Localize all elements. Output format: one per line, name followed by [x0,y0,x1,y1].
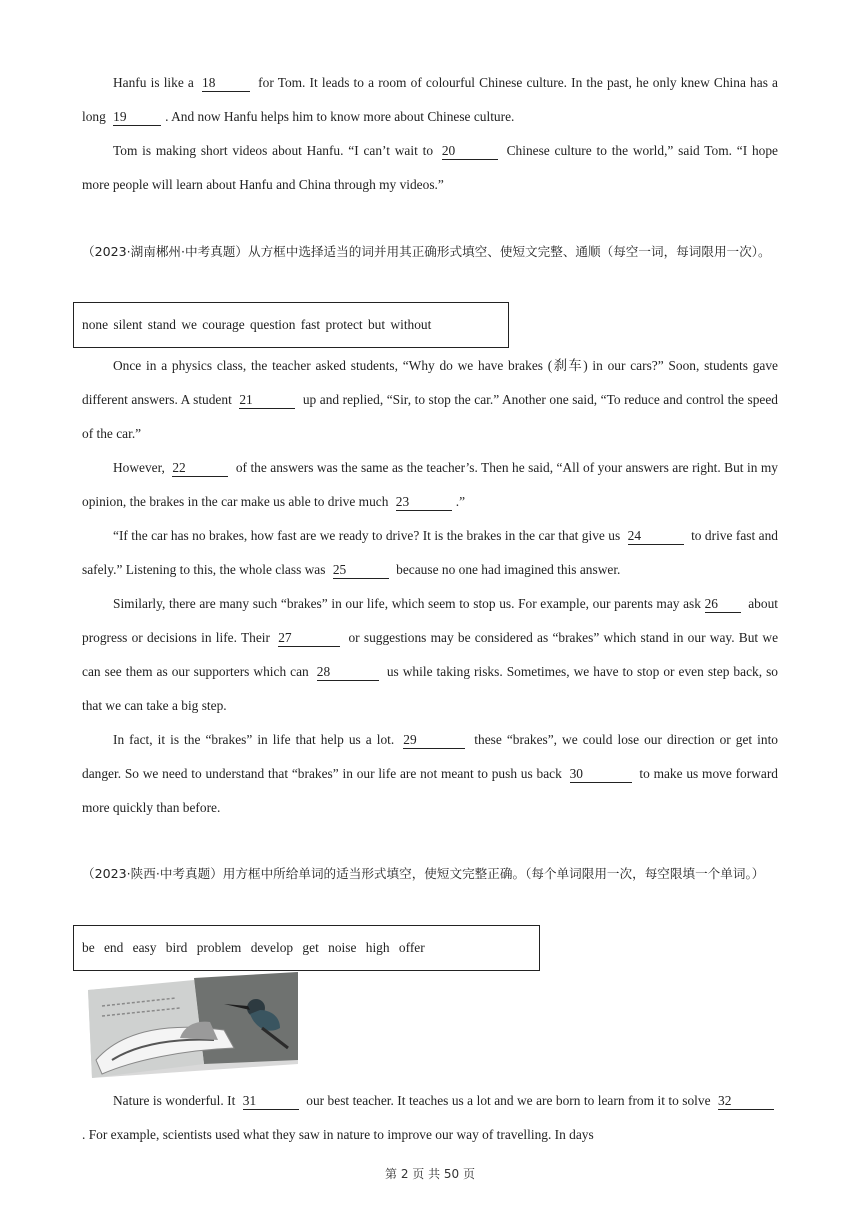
paragraph: “If the car has no brakes, how fast are we ready to drive? It is the brakes in the car that give us 24 to drive fast and safely.” Listening to this, the whole class was 25 because no one had imagined this answer. [82,528,778,577]
blank-27[interactable]: 27 [278,629,340,647]
blank-18[interactable]: 18 [202,74,250,92]
passage-hanfu [82,66,778,202]
blank-25[interactable]: 25 [333,561,389,579]
paragraph: Nature is wonderful. It 31 our best teacher. It teaches us a lot and we are born to learn from it to solve 32. For example, scientists used what they saw in nature to improve our way of travelling. In days [82,1084,778,1152]
paragraph: Tom is making short videos about Hanfu. “I can’t wait to 20 Chinese culture to the world,” said Tom. “I hope more people will learn about Hanfu and China through my videos.” [82,143,778,192]
blank-29[interactable]: 29 [403,731,465,749]
section-instructions-chenzhou: （2023·湖南郴州·中考真题）从方框中选择适当的词并用其正确形式填空、使短文完整、通顺（每空一词，每词限用一次）。 [82,244,771,259]
paragraph: However, 22 of the answers was the same as the teacher’s. Then he said, “All of your answers are right. But in my opinion, the brakes in the car make us able to drive much 23 .” [82,460,778,509]
word-box-chenzhou: none silent stand we courage question fast protect but without [73,302,509,348]
word-box-shaanxi: be end easy bird problem develop get noise high offer [73,925,540,971]
passage-brakes [82,349,778,825]
blank-20[interactable]: 20 [442,142,498,160]
blank-21[interactable]: 21 [239,391,295,409]
passage-nature [82,1084,778,1152]
blank-31[interactable]: 31 [243,1092,299,1110]
blank-24[interactable]: 24 [628,527,684,545]
kingfisher-train-photo [84,968,302,1080]
page-footer: 第 2 页 共 50 页 [385,1167,475,1181]
blank-26[interactable]: 26 [705,595,741,613]
paragraph: Similarly, there are many such “brakes” in our life, which seem to stop us. For example, our parents may ask 26 about progress or decisions in life. Their 27 or suggestions may be considered as “brakes” which stand in our way. But we can see them as our supporters which can 28 us while taking risks. Sometimes, we have to stop or even step back, so that we can take a big step. [82,596,779,713]
blank-22[interactable]: 22 [172,459,228,477]
paragraph: Hanfu is like a 18 for Tom. It leads to a room of colourful Chinese culture. In the past, he only knew China has a long 19 . And now Hanfu helps him to know more about Chinese culture. [82,75,779,124]
paragraph: In fact, it is the “brakes” in life that help us a lot. 29 these “brakes”, we could lose our direction or get into danger. So we need to understand that “brakes” in our life are not meant to push us back 30 to make us move forward more quickly than before. [82,732,778,815]
blank-23[interactable]: 23 [396,493,452,511]
blank-28[interactable]: 28 [317,663,379,681]
blank-32[interactable]: 32 [718,1092,774,1110]
blank-19[interactable]: 19 [113,108,161,126]
section-instructions-shaanxi: （2023·陕西·中考真题）用方框中所给单词的适当形式填空，使短文完整正确。（每个单词限用一次，每空限填一个单词。） [82,866,765,881]
paragraph: Once in a physics class, the teacher asked students, “Why do we have brakes (刹车) in our cars?” Soon, students gave different answers. A student 21 up and replied, “Sir, to stop the car.” Another one said, “To reduce and control the speed of the car.” [82,358,778,441]
blank-30[interactable]: 30 [570,765,632,783]
